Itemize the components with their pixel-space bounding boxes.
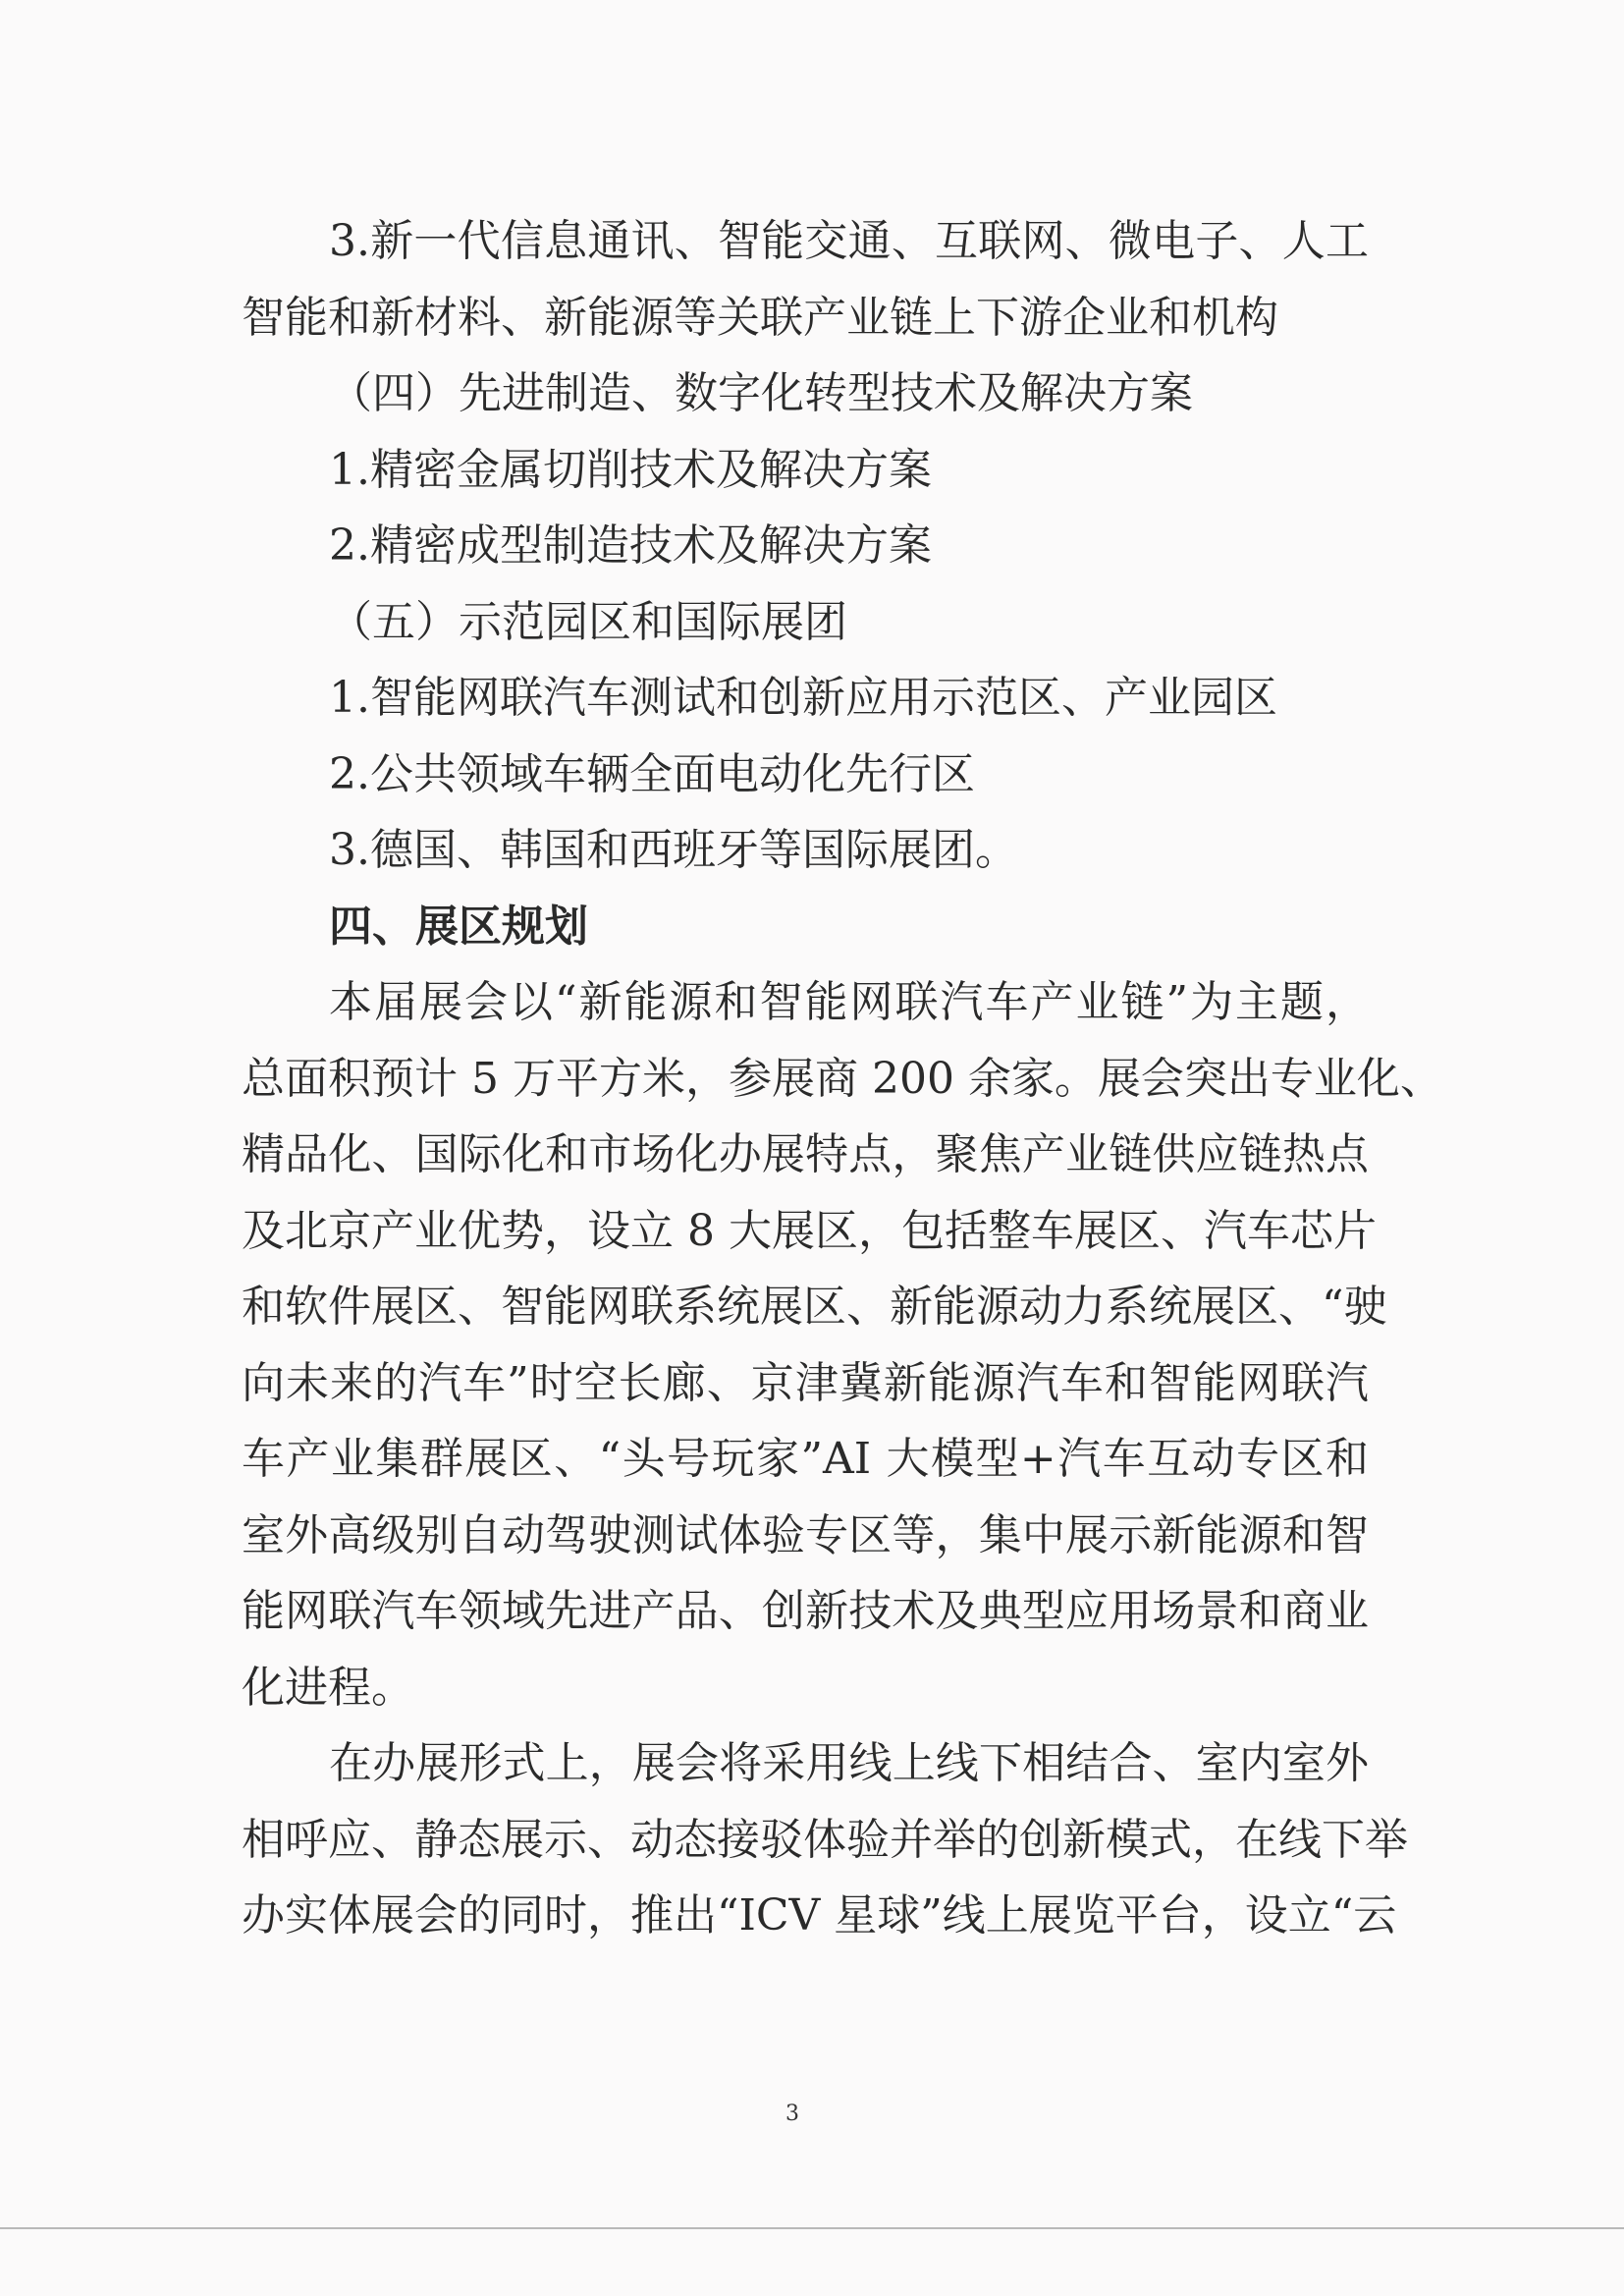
text-line: 和软件展区、智能网联系统展区、新能源动力系统展区、“驶 [242, 1282, 1387, 1332]
text-line: 1.智能网联汽车测试和创新应用示范区、产业园区 [329, 673, 1277, 723]
text-line: （四）先进制造、数字化转型技术及解决方案 [329, 368, 1193, 418]
page-bottom-rule [0, 2227, 1624, 2229]
text-line: 3.新一代信息通讯、智能交通、互联网、微电子、人工 [329, 216, 1369, 266]
text-line: 精品化、国际化和市场化办展特点，聚焦产业链供应链热点 [242, 1129, 1369, 1179]
text-line: 总面积预计 5 万平方米，参展商 200 余家。展会突出专业化、 [242, 1053, 1443, 1104]
text-line: 本届展会以“新能源和智能网联汽车产业链”为主题， [329, 977, 1369, 1027]
text-line: 向未来的汽车”时空长廊、京津冀新能源汽车和智能网联汽 [242, 1357, 1369, 1408]
text-line: 车产业集群展区、“头号玩家”AI 大模型+汽车互动专区和 [242, 1434, 1369, 1484]
text-line: （五）示范园区和国际展团 [329, 596, 847, 647]
document-body [242, 203, 1443, 1954]
section-heading: 四、展区规划 [329, 901, 588, 952]
text-line: 办实体展会的同时，推出“ICV 星球”线上展览平台，设立“云 [242, 1890, 1397, 1941]
text-line: 化进程。 [242, 1662, 414, 1713]
text-line: 及北京产业优势，设立 8 大展区，包括整车展区、汽车芯片 [242, 1205, 1377, 1256]
page-number: 3 [785, 2102, 799, 2126]
text-line: 能网联汽车领域先进产品、创新技术及典型应用场景和商业 [242, 1586, 1369, 1636]
text-line: 在办展形式上，展会将采用线上线下相结合、室内室外 [329, 1738, 1369, 1788]
text-line: 1.精密金属切削技术及解决方案 [329, 444, 932, 495]
text-line: 2.精密成型制造技术及解决方案 [329, 520, 932, 571]
text-line: 室外高级别自动驾驶测试体验专区等，集中展示新能源和智 [242, 1509, 1369, 1560]
text-line: 2.公共领域车辆全面电动化先行区 [329, 748, 975, 799]
text-line: 3.德国、韩国和西班牙等国际展团。 [329, 825, 1018, 875]
text-line: 智能和新材料、新能源等关联产业链上下游企业和机构 [242, 292, 1278, 343]
text-line: 相呼应、静态展示、动态接驳体验并举的创新模式，在线下举 [242, 1814, 1408, 1865]
